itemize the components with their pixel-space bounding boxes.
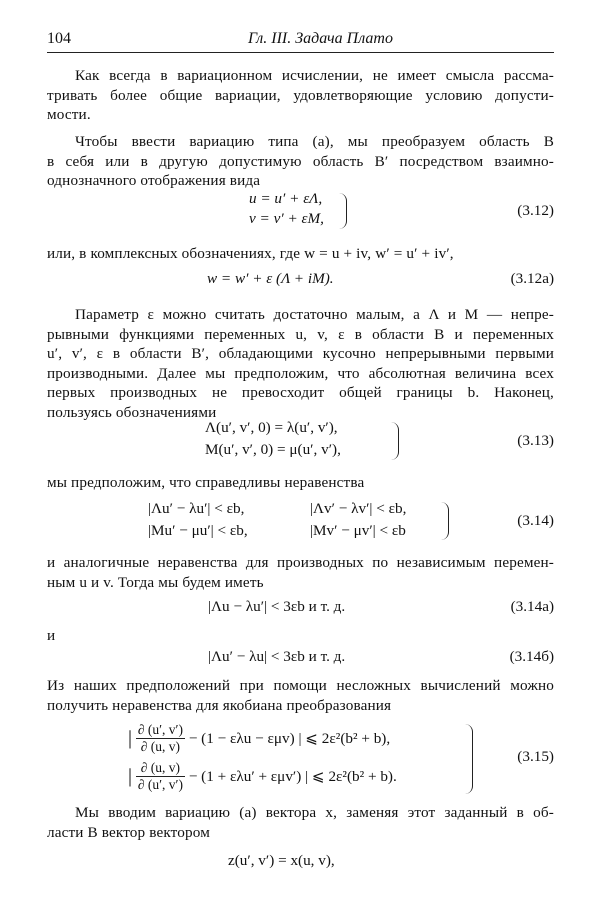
- equation-3-13-line-2: M(u′, v′, 0) = μ(u′, v′),: [205, 441, 341, 458]
- text-line: и аналогичные неравенства для производных по независимым перемен-: [47, 554, 554, 571]
- text-line: в себя или в другую допустимую область B′ посредством взаимно-: [47, 152, 554, 170]
- text-line: первых производных не превосходит общей границы b. Наконец,: [47, 384, 554, 402]
- paragraph-4: [47, 305, 554, 423]
- equation-number-3-12a: (3.12a): [510, 270, 554, 287]
- inequality-3-15-line-2: | $\frac{\partial (u, v)}{\partial (u', v')}$ − (1 + ελu′ + εμv′) | ⩽ 2ε²(b² + b).: [128, 760, 397, 792]
- paragraph-8: [47, 676, 554, 715]
- equation-3-12-line-2: v = v′ + εM,: [249, 210, 324, 227]
- equation-3-12a: w = w′ + ε (Λ + iM).: [207, 270, 334, 287]
- equation-number-3-15: (3.15): [517, 748, 554, 765]
- page-header: [47, 26, 554, 53]
- equation-number-3-14: (3.14): [517, 512, 554, 529]
- text-line: рывными функциями переменных u, v, ε в области B и переменных: [47, 325, 554, 343]
- text-line: однозначного отображения вида: [47, 172, 261, 190]
- text-line: Из наших предположений при помощи несложных вычислений можно: [47, 677, 554, 694]
- equation-number-3-14a: (3.14а): [510, 598, 554, 615]
- text-line: тривать более общие вариации, удовлетворяющие условию допусти-: [47, 86, 554, 104]
- equation-number-3-13: (3.13): [517, 432, 554, 449]
- inequality-3-14-a: |Λu′ − λu′| < εb,: [148, 500, 245, 517]
- right-brace: [438, 502, 449, 540]
- text-line: Чтобы ввести вариацию типа (а), мы преобразуем область B: [75, 133, 554, 150]
- equation-3-12-line-1: u = u′ + εΛ,: [249, 190, 323, 207]
- inequality-3-15-line-1: | $\frac{\partial (u', v')}{\partial (u, v)}$ − (1 − ελu − εμv) | ⩽ 2ε²(b² + b),: [128, 722, 391, 754]
- text-line: или, в комплексных обозначениях, где w = u + iv, w′ = u′ + iv′,: [47, 245, 454, 262]
- text-line: получить неравенства для якобиана преобразования: [47, 696, 392, 714]
- text-line: ным u и v. Тогда мы будем иметь: [47, 573, 264, 591]
- inequality-3-14a: |Λu − λu′| < 3εb и т. д.: [208, 598, 346, 615]
- jacobian-fraction: $\frac{\partial (u', v')}{\partial (u, v)}$: [137, 722, 184, 754]
- paragraph-7: [47, 626, 554, 646]
- paragraph-6: [47, 553, 554, 592]
- page-number: 104: [47, 30, 71, 47]
- equation-number-3-14b: (3.14б): [509, 648, 554, 665]
- text-line: мы предположим, что справедливы неравенства: [47, 474, 365, 491]
- paragraph-5: [47, 473, 554, 493]
- text-line: и: [47, 627, 56, 644]
- right-brace: [388, 422, 399, 460]
- text-line: пользуясь обозначениями: [47, 403, 217, 421]
- text-line: Параметр ε можно считать достаточно малым, а Λ и M — непре-: [75, 306, 554, 323]
- inequality-rest: − (1 + ελu′ + εμv′) | ⩽ 2ε²(b² + b).: [188, 768, 397, 785]
- running-title: Гл. III. Задача Плато: [248, 30, 393, 47]
- paragraph-2: [47, 132, 554, 191]
- inequality-rest: − (1 − ελu − εμv) | ⩽ 2ε²(b² + b),: [188, 730, 391, 747]
- text-line: мости.: [47, 106, 91, 124]
- equation-3-13-line-1: Λ(u′, v′, 0) = λ(u′, v′),: [205, 419, 338, 436]
- jacobian-fraction: $\frac{\partial (u, v)}{\partial (u', v')}$: [137, 760, 184, 792]
- paragraph-9: [47, 803, 554, 842]
- inequality-3-14b: |Λu′ − λu| < 3εb и т. д.: [208, 648, 346, 665]
- right-brace: [462, 724, 473, 794]
- text-line: ласти B вектор вектором: [47, 823, 210, 841]
- text-line: производными. Далее мы предположим, что абсолютная величина всех: [47, 364, 554, 382]
- equation-number-3-12: (3.12): [517, 202, 554, 219]
- right-brace: [336, 193, 347, 229]
- inequality-3-14-d: |Mv′ − μv′| < εb: [310, 522, 406, 539]
- text-line: Мы вводим вариацию (а) вектора x, заменяя этот заданный в об-: [75, 804, 554, 821]
- equation-vector-z: z(u′, v′) = x(u, v),: [228, 852, 335, 869]
- paragraph-3: [47, 244, 554, 264]
- paragraph-1: [47, 66, 554, 125]
- inequality-3-14-b: |Λv′ − λv′| < εb,: [310, 500, 407, 517]
- text-line: Как всегда в вариационном исчислении, не имеет смысла рассма-: [75, 67, 554, 84]
- text-line: u′, v′, ε в области B′, обладающими кусочно непрерывными первыми: [47, 345, 554, 363]
- inequality-3-14-c: |Mu′ − μu′| < εb,: [148, 522, 248, 539]
